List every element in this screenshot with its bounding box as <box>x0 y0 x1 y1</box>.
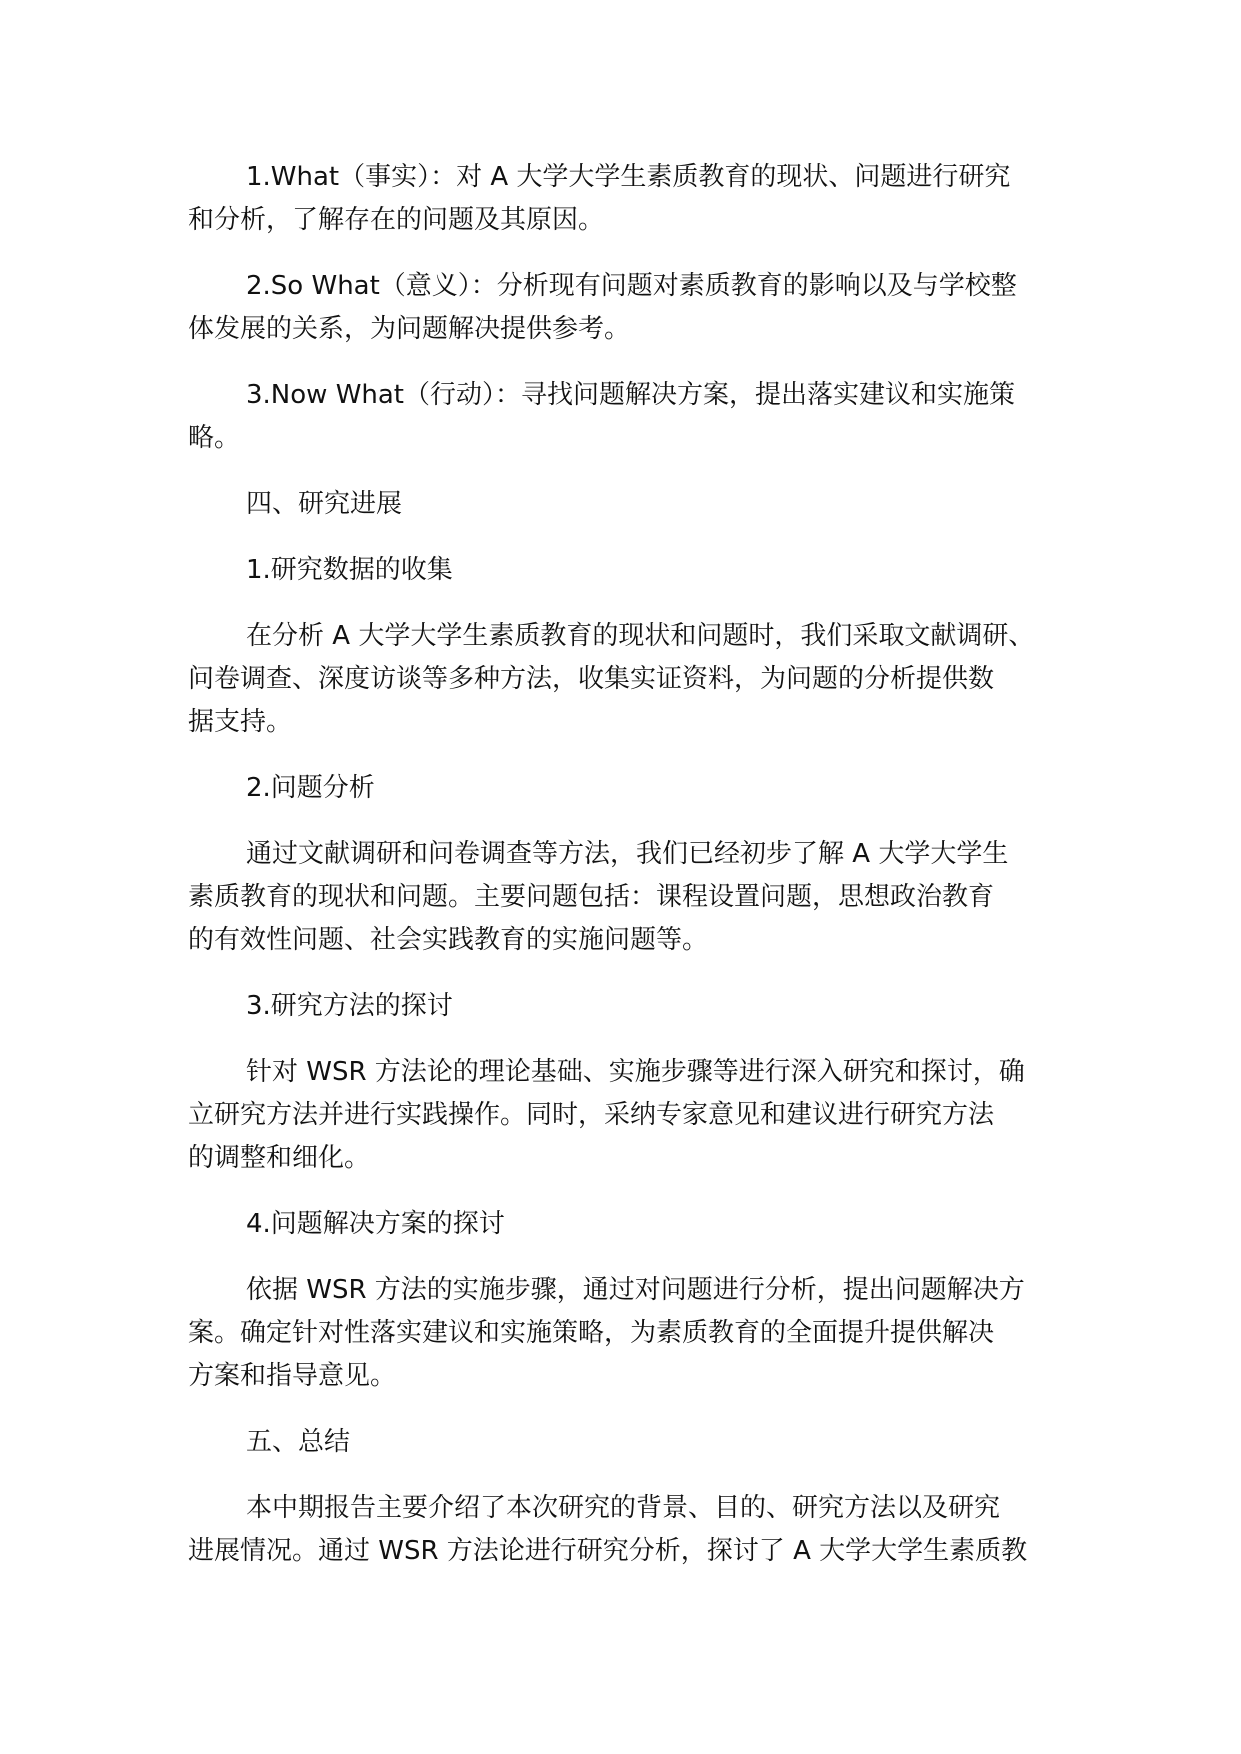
text-line: 立研究方法并进行实践操作。同时，采纳专家意见和建议进行研究方法 <box>188 1100 995 1130</box>
paragraph-now-what <box>188 374 1068 460</box>
text-line: 体发展的关系，为问题解决提供参考。 <box>188 314 631 344</box>
paragraph-solution-discussion <box>188 1269 1068 1398</box>
paragraph-data-collection <box>188 615 1068 744</box>
text-line: 进展情况。通过 WSR 方法论进行研究分析，探讨了 A 大学大学生素质教 <box>188 1536 1028 1566</box>
paragraph-summary <box>188 1487 1068 1573</box>
text-line: 2.So What（意义）：分析现有问题对素质教育的影响以及与学校整 <box>246 271 1017 301</box>
text-line: 针对 WSR 方法论的理论基础、实施步骤等进行深入研究和探讨，确 <box>246 1057 1025 1087</box>
paragraph-problem-analysis <box>188 833 1068 962</box>
paragraph-what <box>188 156 1068 242</box>
text-line: 略。 <box>188 423 241 453</box>
paragraph-so-what <box>188 265 1068 351</box>
subheading-data-collection: 1.研究数据的收集 <box>246 555 453 585</box>
section-heading-progress: 四、研究进展 <box>246 489 403 519</box>
text-line: 3.Now What（行动）：寻找问题解决方案，提出落实建议和实施策 <box>246 380 1016 410</box>
text-line: 通过文献调研和问卷调查等方法，我们已经初步了解 A 大学大学生 <box>246 839 1009 869</box>
text-line: 1.What（事实）：对 A 大学大学生素质教育的现状、问题进行研究 <box>246 162 1011 192</box>
text-line: 据支持。 <box>188 707 293 737</box>
subheading-method-discussion: 3.研究方法的探讨 <box>246 991 453 1021</box>
text-line: 的调整和细化。 <box>188 1143 371 1173</box>
document-body <box>188 156 1068 1596</box>
paragraph-method-discussion <box>188 1051 1068 1180</box>
text-line: 素质教育的现状和问题。主要问题包括：课程设置问题，思想政治教育 <box>188 882 995 912</box>
section-heading-summary: 五、总结 <box>246 1427 351 1457</box>
text-line: 本中期报告主要介绍了本次研究的背景、目的、研究方法以及研究 <box>246 1493 1001 1523</box>
text-line: 在分析 A 大学大学生素质教育的现状和问题时，我们采取文献调研、 <box>246 621 1035 651</box>
text-line: 方案和指导意见。 <box>188 1361 397 1391</box>
subheading-solution-discussion: 4.问题解决方案的探讨 <box>246 1209 505 1239</box>
text-line: 和分析，了解存在的问题及其原因。 <box>188 205 605 235</box>
text-line: 的有效性问题、社会实践教育的实施问题等。 <box>188 925 709 955</box>
text-line: 问卷调查、深度访谈等多种方法，收集实证资料，为问题的分析提供数 <box>188 664 995 694</box>
text-line: 案。确定针对性落实建议和实施策略，为素质教育的全面提升提供解决 <box>188 1318 995 1348</box>
subheading-problem-analysis: 2.问题分析 <box>246 773 375 803</box>
text-line: 依据 WSR 方法的实施步骤，通过对问题进行分析，提出问题解决方 <box>246 1275 1025 1305</box>
